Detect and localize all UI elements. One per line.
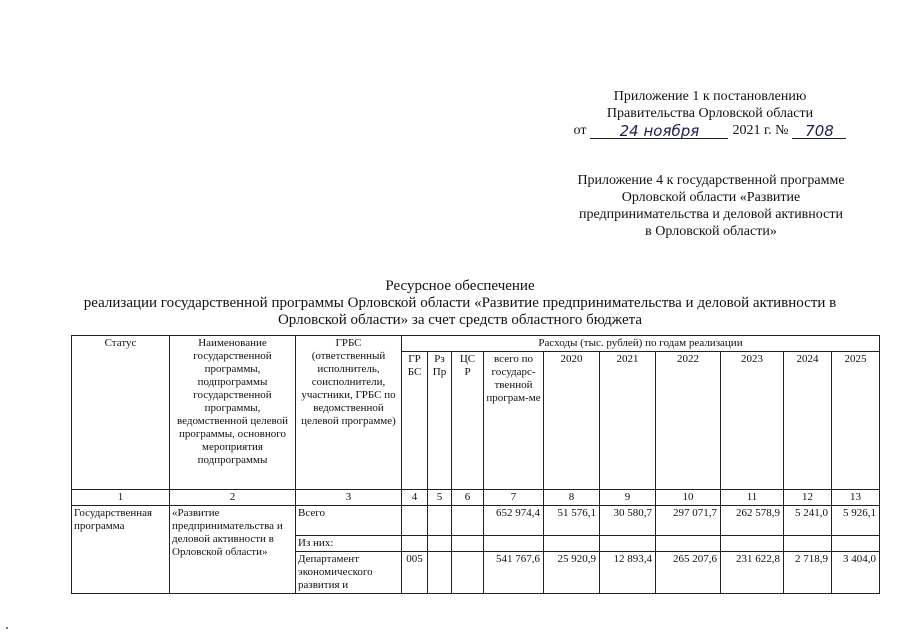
column-number-row	[72, 490, 880, 506]
row-2022: 265 207,6	[656, 552, 721, 594]
row-total: 541 767,6	[484, 552, 544, 594]
row-total: 652 974,4	[484, 506, 544, 536]
header-total: всего по государс-твенной програм-ме	[484, 352, 544, 490]
appendix-4-line-3: предпринимательства и деловой активности	[579, 207, 843, 222]
appendix-1-line-2: Правительства Орловской области	[606, 106, 814, 121]
row-2025: 5 926,1	[832, 506, 880, 536]
col-number: 6	[452, 490, 484, 506]
col-number: 5	[428, 490, 452, 506]
col-number: 9	[600, 490, 656, 506]
appendix-4-line-2: Орловской области «Развитие	[621, 190, 801, 205]
header-name: Наименование государственной программы, подпрограммы государственной программы, ведомственной целевой программы, основного мероприятия подпрограммы	[170, 336, 296, 490]
col-number: 2	[170, 490, 296, 506]
col-number: 10	[656, 490, 721, 506]
title-line-1: Ресурсное обеспечение	[385, 278, 535, 294]
year-number-label: 2021 г. №	[732, 123, 789, 138]
header-2021: 2021	[600, 352, 656, 490]
row-program-name: «Развитие предпринимательства и деловой активности в Орловской области»	[170, 506, 296, 594]
row-rzpr	[428, 552, 452, 594]
row-csr	[452, 552, 484, 594]
row-grbs-code	[402, 506, 428, 536]
date-prefix: от	[573, 123, 587, 138]
header-2022: 2022	[656, 352, 721, 490]
header-expenses: Расходы (тыс. рублей) по годам реализации	[402, 336, 880, 352]
appendix-4-line-4: в Орловской области»	[645, 224, 777, 239]
row-2021: 30 580,7	[600, 506, 656, 536]
col-number: 7	[484, 490, 544, 506]
table-row	[72, 506, 880, 536]
row-grbs: Департамент экономического развития и	[296, 552, 402, 594]
col-number: 8	[544, 490, 600, 506]
row-2020: 51 576,1	[544, 506, 600, 536]
row-2020: 25 920,9	[544, 552, 600, 594]
appendix-1-line-1: Приложение 1 к постановлению	[613, 89, 807, 104]
header-2020: 2020	[544, 352, 600, 490]
row-csr	[452, 506, 484, 536]
header-status: Статус	[72, 336, 170, 490]
row-rzpr	[428, 506, 452, 536]
header-2024: 2024	[784, 352, 832, 490]
col-number: 12	[784, 490, 832, 506]
title-line-3: Орловской области» за счет средств областного бюджета	[277, 312, 643, 328]
col-number: 4	[402, 490, 428, 506]
row-grbs-subheading: Из них:	[296, 536, 402, 552]
appendix-4-line-1: Приложение 4 к государственной программе	[577, 173, 845, 188]
header-rzpr: Рз Пр	[428, 352, 452, 490]
col-number: 13	[832, 490, 880, 506]
header-2025: 2025	[832, 352, 880, 490]
row-2024: 2 718,9	[784, 552, 832, 594]
header-2023: 2023	[721, 352, 784, 490]
row-2023: 231 622,8	[721, 552, 784, 594]
row-status: Государственная программа	[72, 506, 170, 594]
header-grbs: ГРБС (ответственный исполнитель, соисполнители, участники, ГРБС по ведомственной целевой программе)	[296, 336, 402, 490]
title-line-2: реализации государственной программы Орловской области «Развитие предпринимательства и деловой активности в	[83, 295, 837, 311]
resource-table	[71, 335, 880, 594]
header-grbs-code: ГР БС	[402, 352, 428, 490]
row-2022: 297 071,7	[656, 506, 721, 536]
appendix-4-header	[556, 172, 866, 240]
row-2023: 262 578,9	[721, 506, 784, 536]
row-grbs-code: 005	[402, 552, 428, 594]
col-number: 1	[72, 490, 170, 506]
row-2025: 3 404,0	[832, 552, 880, 594]
decree-date-line	[574, 122, 847, 139]
scan-speck	[6, 627, 8, 629]
appendix-1-header	[560, 88, 860, 139]
handwritten-number: 708	[792, 124, 846, 139]
header-csr: ЦС Р	[452, 352, 484, 490]
handwritten-date: 24 ноября	[590, 124, 728, 139]
col-number: 11	[721, 490, 784, 506]
row-2021: 12 893,4	[600, 552, 656, 594]
row-2024: 5 241,0	[784, 506, 832, 536]
row-grbs: Всего	[296, 506, 402, 536]
col-number: 3	[296, 490, 402, 506]
document-title	[70, 278, 850, 329]
